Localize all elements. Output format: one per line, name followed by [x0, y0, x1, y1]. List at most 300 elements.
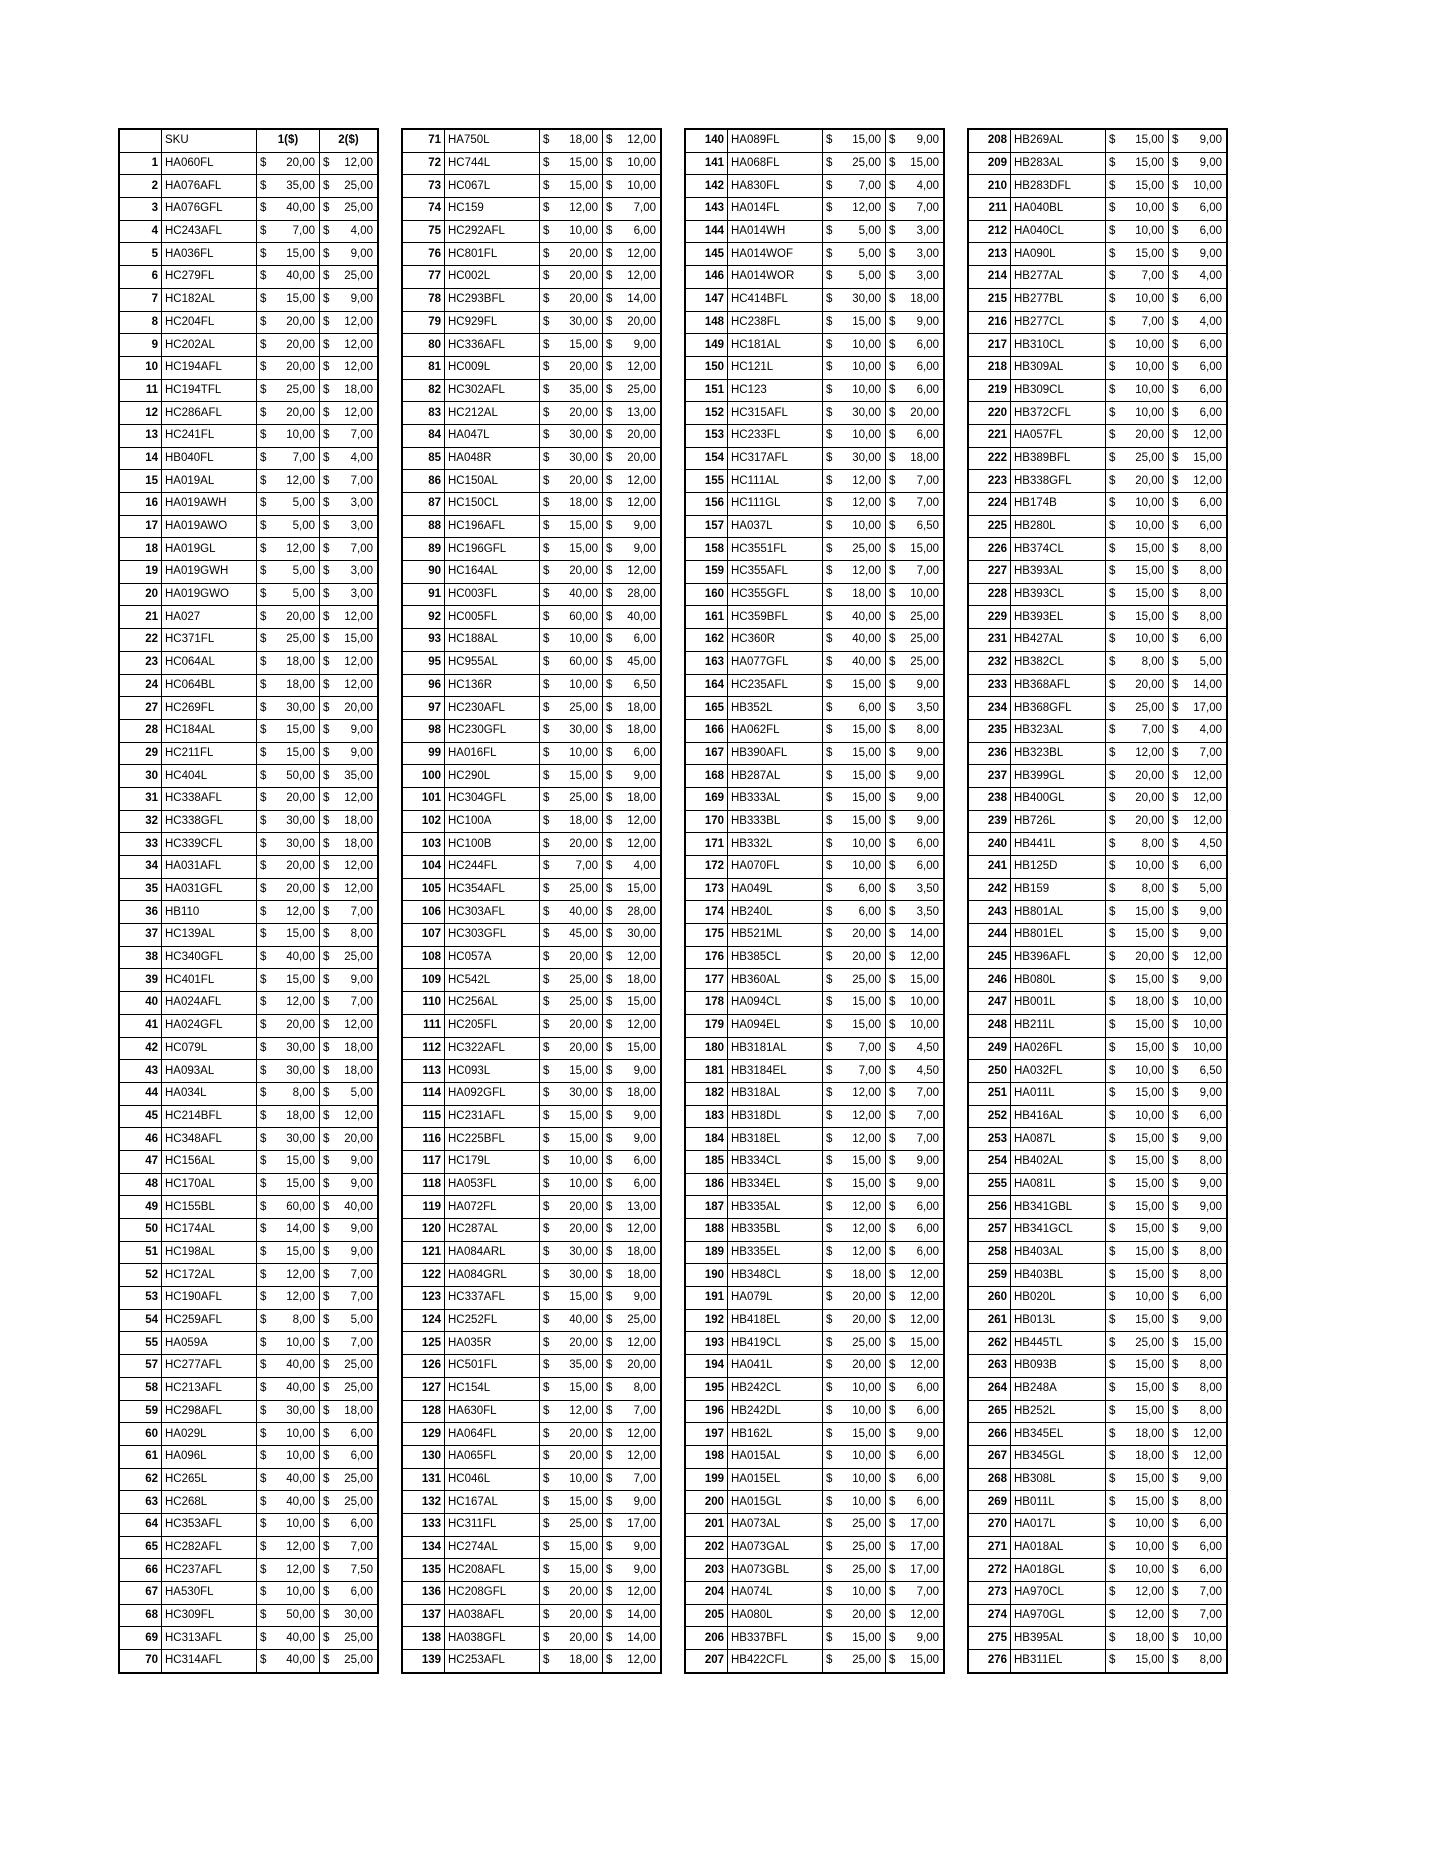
price-value: 5,00 [292, 497, 315, 510]
row-number: 90 [402, 561, 445, 584]
currency-symbol: $ [323, 814, 330, 827]
table-row [968, 447, 1227, 470]
currency-symbol: $ [826, 293, 833, 306]
row-number: 165 [685, 697, 728, 720]
price1-cell [1106, 470, 1169, 493]
price-value: 6,00 [916, 1450, 939, 1463]
price-value: 25,00 [344, 1654, 373, 1667]
price2-cell [1169, 1219, 1228, 1242]
price2-cell [320, 583, 379, 606]
currency-symbol: $ [543, 1472, 550, 1485]
price2-cell [1169, 1513, 1228, 1536]
price2-cell [320, 1287, 379, 1310]
currency-symbol: $ [826, 1087, 833, 1100]
price-value: 20,00 [1135, 769, 1164, 782]
price1-cell [1106, 674, 1169, 697]
price-value: 9,00 [916, 769, 939, 782]
table-row [119, 1128, 378, 1151]
price1-cell [1106, 1264, 1169, 1287]
sku-cell: HC401FL [162, 969, 257, 992]
price2-cell [320, 1400, 379, 1423]
currency-symbol: $ [260, 1427, 267, 1440]
price-value: 10,00 [286, 1518, 315, 1531]
price2-cell [886, 1082, 945, 1105]
table-row [968, 1241, 1227, 1264]
currency-symbol: $ [260, 1563, 267, 1576]
row-number: 88 [402, 515, 445, 538]
sku-cell: HC404L [162, 765, 257, 788]
currency-symbol: $ [889, 769, 896, 782]
currency-symbol: $ [260, 1450, 267, 1463]
price1-cell [257, 1287, 320, 1310]
sku-cell: HA093AL [162, 1060, 257, 1083]
row-number: 274 [968, 1604, 1011, 1627]
currency-symbol: $ [1172, 1177, 1179, 1190]
row-number: 121 [402, 1241, 445, 1264]
price2-cell [603, 1309, 662, 1332]
currency-symbol: $ [1172, 814, 1179, 827]
price1-cell [257, 606, 320, 629]
price-value: 30,00 [852, 451, 881, 464]
row-number: 244 [968, 924, 1011, 947]
row-number: 134 [402, 1536, 445, 1559]
table-row [119, 742, 378, 765]
price-value: 25,00 [569, 996, 598, 1009]
price-value: 7,00 [350, 474, 373, 487]
price-value: 12,00 [910, 1314, 939, 1327]
table-row [402, 243, 661, 266]
price1-cell [540, 220, 603, 243]
price2-cell [886, 1445, 945, 1468]
price-value: 20,00 [1135, 792, 1164, 805]
table-row [968, 515, 1227, 538]
table-row [968, 561, 1227, 584]
row-number: 135 [402, 1559, 445, 1582]
currency-symbol: $ [323, 746, 330, 759]
row-number: 127 [402, 1377, 445, 1400]
price-value: 20,00 [569, 1200, 598, 1213]
currency-symbol: $ [543, 247, 550, 260]
sku-cell: HC287AL [445, 1219, 540, 1242]
currency-symbol: $ [1172, 1404, 1179, 1417]
currency-symbol: $ [543, 973, 550, 986]
table-row [968, 787, 1227, 810]
sku-cell: HB333BL [728, 810, 823, 833]
price1-cell [540, 561, 603, 584]
price2-cell [1169, 1241, 1228, 1264]
currency-symbol: $ [889, 1382, 896, 1395]
price-value: 3,00 [916, 225, 939, 238]
currency-symbol: $ [1109, 520, 1116, 533]
row-number: 41 [119, 1014, 162, 1037]
price1-cell [823, 1377, 886, 1400]
table-row [685, 1082, 944, 1105]
price-value: 15,00 [1193, 1336, 1222, 1349]
price2-cell [886, 1513, 945, 1536]
row-number: 57 [119, 1355, 162, 1378]
currency-symbol: $ [1109, 1472, 1116, 1485]
header-row [119, 129, 378, 152]
row-number: 30 [119, 765, 162, 788]
currency-symbol: $ [1109, 225, 1116, 238]
currency-symbol: $ [323, 1518, 330, 1531]
currency-symbol: $ [889, 1450, 896, 1463]
price1-cell [257, 1423, 320, 1446]
sku-cell: HC194TFL [162, 379, 257, 402]
price-value: 9,00 [633, 1064, 656, 1077]
currency-symbol: $ [260, 860, 267, 873]
price-value: 10,00 [910, 588, 939, 601]
currency-symbol: $ [543, 1019, 550, 1032]
price-value: 12,00 [344, 1019, 373, 1032]
table-row [968, 606, 1227, 629]
price-value: 7,00 [916, 1586, 939, 1599]
sku-cell: HA014WH [728, 220, 823, 243]
currency-symbol: $ [260, 1586, 267, 1599]
currency-symbol: $ [543, 1586, 550, 1599]
currency-symbol: $ [1109, 383, 1116, 396]
price2-cell [320, 1377, 379, 1400]
price-value: 15,00 [286, 1177, 315, 1190]
price-value: 18,00 [569, 497, 598, 510]
sku-cell: HA089FL [728, 129, 823, 152]
currency-symbol: $ [889, 1200, 896, 1213]
price-value: 6,00 [916, 1246, 939, 1259]
price2-cell [886, 198, 945, 221]
price-value: 15,00 [910, 542, 939, 555]
price1-cell [540, 266, 603, 289]
row-number: 33 [119, 833, 162, 856]
price2-cell [886, 1309, 945, 1332]
sku-cell: HB441L [1011, 833, 1106, 856]
row-number: 168 [685, 765, 728, 788]
sku-cell: HC123 [728, 379, 823, 402]
currency-symbol: $ [1109, 1223, 1116, 1236]
price1-cell [257, 1445, 320, 1468]
price1-cell [540, 606, 603, 629]
sku-cell: HA049L [728, 878, 823, 901]
price2-cell [1169, 1536, 1228, 1559]
price2-cell [1169, 1309, 1228, 1332]
price1-cell [823, 1105, 886, 1128]
row-number: 265 [968, 1400, 1011, 1423]
row-number: 160 [685, 583, 728, 606]
currency-symbol: $ [826, 1654, 833, 1667]
sku-cell: HC196AFL [445, 515, 540, 538]
currency-symbol: $ [543, 860, 550, 873]
price1-cell [257, 1377, 320, 1400]
table-row [402, 129, 661, 152]
price2-cell [886, 561, 945, 584]
table-row [685, 1014, 944, 1037]
price1-cell [540, 1037, 603, 1060]
row-number: 138 [402, 1627, 445, 1650]
currency-symbol: $ [1109, 837, 1116, 850]
price2-cell [886, 538, 945, 561]
row-number: 16 [119, 493, 162, 516]
price-value: 9,00 [350, 1177, 373, 1190]
sku-cell: HA094EL [728, 1014, 823, 1037]
table-row [402, 787, 661, 810]
price1-cell [540, 1287, 603, 1310]
table-row [685, 719, 944, 742]
row-number: 43 [119, 1060, 162, 1083]
price-value: 9,00 [633, 520, 656, 533]
price2-cell [886, 1355, 945, 1378]
price1-cell [257, 697, 320, 720]
currency-symbol: $ [323, 1087, 330, 1100]
price-value: 15,00 [286, 928, 315, 941]
table-row [402, 538, 661, 561]
currency-symbol: $ [889, 1586, 896, 1599]
price2-cell [603, 1423, 662, 1446]
row-number: 63 [119, 1491, 162, 1514]
currency-symbol: $ [889, 179, 896, 192]
sku-cell: HB403BL [1011, 1264, 1106, 1287]
currency-symbol: $ [889, 860, 896, 873]
table-row [968, 356, 1227, 379]
table-row [968, 1650, 1227, 1673]
sku-cell: HA014WOF [728, 243, 823, 266]
row-number: 17 [119, 515, 162, 538]
currency-symbol: $ [1172, 1450, 1179, 1463]
table-row [119, 1082, 378, 1105]
price2-cell [320, 175, 379, 198]
price2-cell [320, 1468, 379, 1491]
table-row [402, 742, 661, 765]
sku-cell: HB418EL [728, 1309, 823, 1332]
sku-cell: HB360AL [728, 969, 823, 992]
sku-cell: HB382CL [1011, 651, 1106, 674]
table-row [402, 220, 661, 243]
currency-symbol: $ [606, 746, 613, 759]
sku-cell: HA031AFL [162, 856, 257, 879]
price-value: 28,00 [627, 588, 656, 601]
currency-symbol: $ [323, 1382, 330, 1395]
row-number: 176 [685, 946, 728, 969]
sku-cell: HC238FL [728, 311, 823, 334]
table-row [968, 1536, 1227, 1559]
price-value: 10,00 [1135, 1291, 1164, 1304]
sku-cell: HB402AL [1011, 1150, 1106, 1173]
currency-symbol: $ [889, 633, 896, 646]
price-value: 3,50 [916, 883, 939, 896]
currency-symbol: $ [889, 1223, 896, 1236]
price1-cell [823, 402, 886, 425]
row-number: 204 [685, 1582, 728, 1605]
sku-cell: HB277CL [1011, 311, 1106, 334]
price2-cell [886, 402, 945, 425]
price-value: 50,00 [286, 769, 315, 782]
table-row [968, 969, 1227, 992]
price2-cell [320, 470, 379, 493]
price-value: 9,00 [916, 814, 939, 827]
currency-symbol: $ [1172, 1586, 1179, 1599]
currency-symbol: $ [260, 451, 267, 464]
price-value: 12,00 [910, 1268, 939, 1281]
row-number: 79 [402, 311, 445, 334]
price1-cell [540, 356, 603, 379]
currency-symbol: $ [543, 383, 550, 396]
price-value: 18,00 [910, 451, 939, 464]
price1-cell [540, 1536, 603, 1559]
currency-symbol: $ [323, 996, 330, 1009]
price1-cell [540, 651, 603, 674]
currency-symbol: $ [889, 1268, 896, 1281]
price-value: 6,00 [916, 860, 939, 873]
currency-symbol: $ [889, 202, 896, 215]
sku-cell: HA018AL [1011, 1536, 1106, 1559]
currency-symbol: $ [1109, 1268, 1116, 1281]
currency-symbol: $ [1172, 451, 1179, 464]
currency-symbol: $ [826, 565, 833, 578]
price-value: 6,50 [633, 678, 656, 691]
price-value: 9,00 [633, 1291, 656, 1304]
row-number: 197 [685, 1423, 728, 1446]
currency-symbol: $ [1172, 860, 1179, 873]
price1-cell [540, 697, 603, 720]
currency-symbol: $ [323, 724, 330, 737]
price1-cell [1106, 129, 1169, 152]
price-value: 25,00 [852, 157, 881, 170]
currency-symbol: $ [260, 247, 267, 260]
price1-cell [257, 856, 320, 879]
price2-cell [886, 697, 945, 720]
price-value: 12,00 [344, 656, 373, 669]
row-number: 180 [685, 1037, 728, 1060]
currency-symbol: $ [543, 451, 550, 464]
price-value: 9,00 [633, 1540, 656, 1553]
currency-symbol: $ [260, 1518, 267, 1531]
currency-symbol: $ [1172, 1246, 1179, 1259]
price-value: 15,00 [910, 1654, 939, 1667]
row-number: 87 [402, 493, 445, 516]
price2-cell [320, 719, 379, 742]
price1-cell [257, 1604, 320, 1627]
price-value: 25,00 [1135, 1336, 1164, 1349]
row-number: 257 [968, 1219, 1011, 1242]
row-number: 156 [685, 493, 728, 516]
sku-cell: HA040BL [1011, 198, 1106, 221]
price-value: 40,00 [852, 610, 881, 623]
price-value: 14,00 [627, 1609, 656, 1622]
currency-symbol: $ [889, 928, 896, 941]
currency-symbol: $ [543, 1314, 550, 1327]
currency-symbol: $ [1109, 860, 1116, 873]
currency-symbol: $ [260, 293, 267, 306]
price-value: 6,00 [350, 1518, 373, 1531]
sku-cell: HB323BL [1011, 742, 1106, 765]
sku-cell: HC253AFL [445, 1650, 540, 1673]
currency-symbol: $ [606, 951, 613, 964]
currency-symbol: $ [606, 1223, 613, 1236]
price2-cell [603, 561, 662, 584]
sku-cell: HC136R [445, 674, 540, 697]
row-number: 54 [119, 1309, 162, 1332]
price-value: 18,00 [286, 678, 315, 691]
price1-cell [1106, 765, 1169, 788]
currency-symbol: $ [1172, 225, 1179, 238]
table-row [402, 969, 661, 992]
price2-cell [603, 1559, 662, 1582]
price2-cell [320, 1355, 379, 1378]
row-number: 92 [402, 606, 445, 629]
price1-cell [257, 1241, 320, 1264]
currency-symbol: $ [606, 1404, 613, 1417]
sku-cell: HA014FL [728, 198, 823, 221]
price2-cell [886, 946, 945, 969]
price1-cell [1106, 924, 1169, 947]
table-row [402, 334, 661, 357]
row-number: 95 [402, 651, 445, 674]
price-value: 6,00 [916, 1495, 939, 1508]
table-row [119, 538, 378, 561]
price-value: 20,00 [286, 860, 315, 873]
currency-symbol: $ [889, 951, 896, 964]
row-number: 31 [119, 787, 162, 810]
price-value: 15,00 [852, 1155, 881, 1168]
price2-cell [1169, 129, 1228, 152]
price2-cell [320, 606, 379, 629]
currency-symbol: $ [1109, 1404, 1116, 1417]
currency-symbol: $ [260, 814, 267, 827]
price1-cell [540, 1128, 603, 1151]
currency-symbol: $ [1172, 542, 1179, 555]
currency-symbol: $ [606, 724, 613, 737]
price1-cell [540, 1582, 603, 1605]
price1-cell [540, 1309, 603, 1332]
currency-symbol: $ [260, 588, 267, 601]
sku-cell: HB427AL [1011, 629, 1106, 652]
currency-symbol: $ [826, 1064, 833, 1077]
price2-cell [603, 674, 662, 697]
currency-symbol: $ [543, 1246, 550, 1259]
price2-cell [320, 969, 379, 992]
currency-symbol: $ [260, 179, 267, 192]
sku-cell: HC064BL [162, 674, 257, 697]
sku-cell: HC542L [445, 969, 540, 992]
price-value: 30,00 [286, 814, 315, 827]
price-value: 18,00 [852, 588, 881, 601]
price2-cell [603, 402, 662, 425]
price-value: 12,00 [910, 951, 939, 964]
price-value: 4,00 [350, 225, 373, 238]
price1-cell [823, 856, 886, 879]
price-value: 15,00 [852, 1631, 881, 1644]
price-value: 12,00 [344, 315, 373, 328]
currency-symbol: $ [606, 769, 613, 782]
price-value: 25,00 [569, 1518, 598, 1531]
price1-cell [257, 1196, 320, 1219]
row-number: 171 [685, 833, 728, 856]
sku-cell: HA032FL [1011, 1060, 1106, 1083]
price-value: 25,00 [569, 701, 598, 714]
row-number: 210 [968, 175, 1011, 198]
price-value: 15,00 [1135, 1041, 1164, 1054]
currency-symbol: $ [323, 1586, 330, 1599]
row-number: 245 [968, 946, 1011, 969]
price-value: 13,00 [627, 406, 656, 419]
sku-cell: HC315AFL [728, 402, 823, 425]
row-number: 142 [685, 175, 728, 198]
price1-cell [1106, 1445, 1169, 1468]
price2-cell [1169, 924, 1228, 947]
row-number: 276 [968, 1650, 1011, 1673]
price-value: 5,00 [350, 1314, 373, 1327]
sku-cell: HC212AL [445, 402, 540, 425]
table-row [968, 1559, 1227, 1582]
table-row [119, 402, 378, 425]
